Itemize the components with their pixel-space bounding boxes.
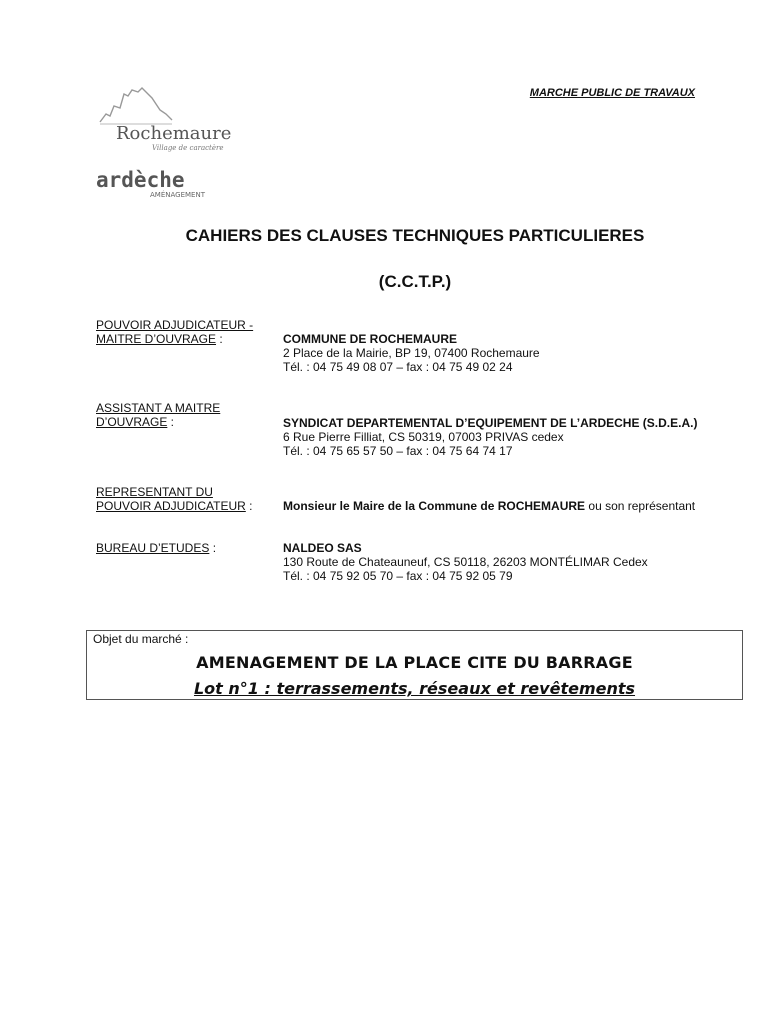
agency-name: ardèche [96, 168, 185, 192]
market-type-label: MARCHE PUBLIC DE TRAVAUX [529, 87, 695, 99]
party-phone: Tél. : 04 75 49 08 07 – fax : 04 75 49 02 24 [283, 360, 513, 374]
party-value-maire [283, 499, 695, 513]
party-name: COMMUNE DE ROCHEMAURE [283, 332, 457, 346]
party-label-assistant: ASSISTANT A MAITRE D’OUVRAGE : [96, 401, 221, 429]
agency-subtitle: AMÉNAGEMENT [150, 191, 205, 199]
party-name: Monsieur le Maire de la Commune de ROCHEMAURE [283, 499, 586, 513]
party-label-pouvoir-adjudicateur: POUVOIR ADJUDICATEUR - MAITRE D’OUVRAGE : [96, 318, 254, 346]
commune-name: Rochemaure [116, 123, 232, 144]
rochemaure-logo [94, 84, 254, 204]
object-label: Objet du marché : [93, 632, 189, 646]
party-phone: Tél. : 04 75 92 05 70 – fax : 04 75 92 05 79 [283, 569, 513, 583]
logo-block [94, 84, 254, 204]
party-address: 6 Rue Pierre Filliat, CS 50319, 07003 PRIVAS cedex [283, 430, 564, 444]
party-value-commune [283, 332, 540, 374]
document-acronym: (C.C.T.P.) [378, 272, 452, 291]
party-name: NALDEO SAS [283, 541, 362, 555]
party-label-bureau-etudes: BUREAU D’ETUDES : [96, 541, 217, 555]
party-name-suffix: ou son représentant [585, 499, 696, 513]
party-phone: Tél. : 04 75 65 57 50 – fax : 04 75 64 74 17 [283, 444, 513, 458]
party-value-sdea [283, 416, 697, 458]
object-title: AMENAGEMENT DE LA PLACE CITE DU BARRAGE [196, 653, 633, 672]
party-label-representant: REPRESENTANT DU POUVOIR ADJUDICATEUR : [96, 485, 253, 513]
party-value-naldeo [283, 541, 648, 583]
object-box [86, 630, 743, 700]
document-title: CAHIERS DES CLAUSES TECHNIQUES PARTICULIERES [185, 226, 645, 245]
party-address: 130 Route de Chateauneuf, CS 50118, 26203 MONTÉLIMAR Cedex [283, 555, 648, 569]
object-lot: Lot n°1 : terrassements, réseaux et revêtements [193, 679, 636, 698]
party-address: 2 Place de la Mairie, BP 19, 07400 Rochemaure [283, 346, 540, 360]
commune-tagline: Village de caractère [152, 144, 224, 152]
party-name: SYNDICAT DEPARTEMENTAL D’EQUIPEMENT DE L’ARDECHE (S.D.E.A.) [283, 416, 698, 430]
